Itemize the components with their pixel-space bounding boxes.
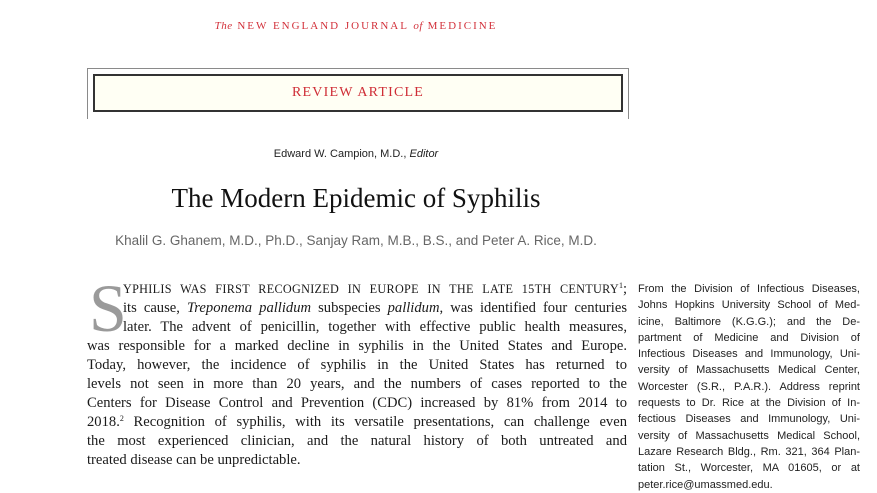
affiliation-line: From the Division of Infectious Diseases,: [638, 283, 860, 295]
body-line: was responsible for a marked decline in syphilis in the United States and Europe.: [87, 338, 627, 354]
body-line: [87, 413, 627, 432]
body-line: treated disease can be unpredictable.: [87, 452, 301, 468]
affiliation-line: icine, Baltimore (K.G.G.); and the De-: [638, 315, 860, 328]
body-text: its cause,: [123, 300, 187, 316]
drop-cap: S: [89, 270, 127, 346]
masthead-of: of: [413, 20, 423, 32]
affiliation-line: tation St., Worcester, MA 01605, or at: [638, 462, 860, 475]
article-body: [87, 270, 627, 470]
masthead-the: The: [214, 20, 233, 32]
journal-masthead: [0, 20, 712, 32]
body-text: YPHILIS WAS FIRST RECOGNIZED IN EUROPE IN THE LATE 15TH CENTURY: [123, 282, 619, 296]
affiliation-line: versity of Massachusetts Medical School,: [638, 429, 860, 442]
body-text: ;: [622, 281, 627, 297]
body-line: Centers for Disease Control and Prevention (CDC) increased by 81% from 2014 to: [87, 395, 627, 411]
masthead-name-1: NEW ENGLAND JOURNAL: [237, 20, 409, 32]
article-authors: Khalil G. Ghanem, M.D., Ph.D., Sanjay Ram, M.B., B.S., and Peter A. Rice, M.D.: [115, 233, 597, 248]
reference-2[interactable]: 2: [119, 414, 124, 423]
affiliation-line: Worcester (S.R., P.A.R.). Address reprint: [638, 380, 860, 393]
body-line: [123, 280, 627, 299]
affiliation-line: Johns Hopkins University School of Med-: [638, 299, 860, 312]
affiliation-line: fectious Diseases and Immunology, Uni-: [638, 413, 860, 426]
affiliation-line: requests to Dr. Rice at the Division of In-: [638, 397, 860, 410]
body-text: Recognition of syphilis, with its versatile presentations, can challenge even: [123, 414, 627, 430]
affiliation-line: Lazare Research Bldg., Rm. 321, 364 Plan-: [638, 445, 860, 458]
masthead-name-2: MEDICINE: [427, 20, 498, 32]
affiliation-line: Infectious Diseases and Immunology, Uni-: [638, 348, 860, 361]
affiliation-line: versity of Massachusetts Medical Center,: [638, 364, 860, 377]
body-text: 2018.: [87, 414, 120, 430]
editor-line: [0, 148, 712, 160]
body-line: [123, 299, 627, 318]
body-line: Today, however, the incidence of syphilis in the United States has returned to: [87, 357, 627, 373]
affiliation-line: partment of Medicine and Division of: [638, 331, 860, 344]
contact-email[interactable]: peter.rice@umassmed.edu.: [638, 478, 773, 491]
editor-name: Edward W. Campion, M.D.,: [273, 148, 407, 160]
body-line: later. The advent of penicillin, together with effective public health measures,: [123, 319, 627, 335]
body-italic: Treponema pallidum: [186, 300, 312, 316]
affiliation-sidebar: [638, 281, 860, 493]
reference-1[interactable]: 1: [618, 281, 623, 290]
body-italic: pallidum: [387, 300, 440, 316]
section-label: REVIEW ARTICLE: [93, 74, 623, 112]
body-text: , was identified four centuries: [439, 300, 627, 316]
body-line: the most experienced clinician, and the natural history of both untreated and: [87, 433, 627, 449]
editor-role: Editor: [409, 148, 439, 160]
article-title: The Modern Epidemic of Syphilis: [171, 183, 541, 213]
body-line: levels not seen in more than 20 years, and the numbers of cases reported to the: [87, 376, 627, 392]
body-text: subspecies: [311, 300, 388, 316]
